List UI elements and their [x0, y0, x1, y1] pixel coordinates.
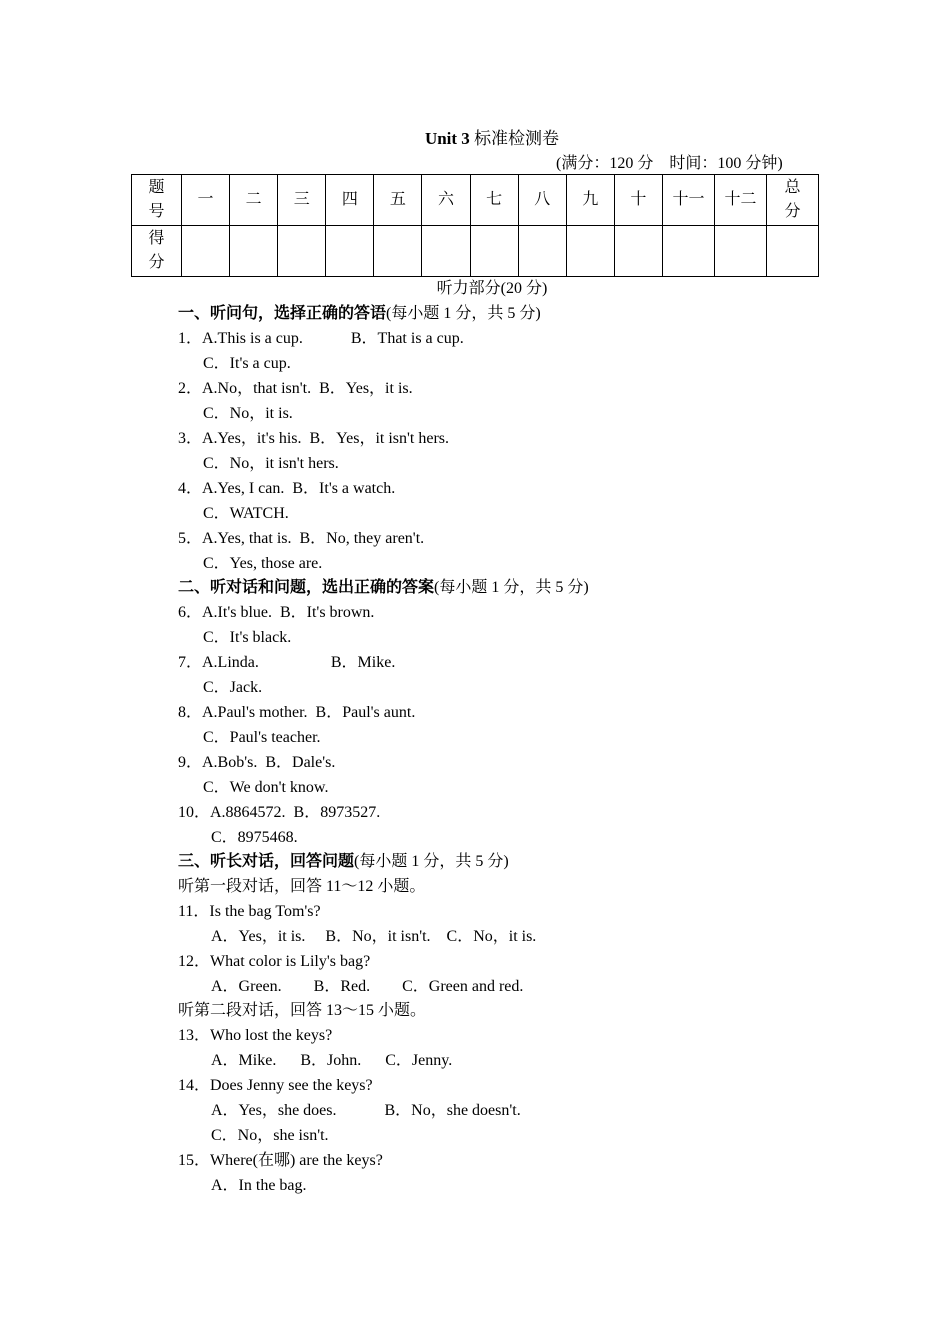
question-14: 14．Does Jenny see the keys? [178, 1077, 373, 1094]
question-4: 4．A.Yes, I can. B．It's a watch. [178, 480, 396, 497]
row-label-question-number: 题 号 [132, 175, 182, 226]
question-13: 13．Who lost the keys? [178, 1027, 333, 1044]
score-cell[interactable] [230, 226, 278, 277]
col-9: 九 [566, 175, 614, 226]
question-11-options: A．Yes，it is. B．No，it isn't. C．No，it is. [211, 928, 537, 945]
row-label-score: 得 分 [132, 226, 182, 277]
col-4: 四 [326, 175, 374, 226]
col-8: 八 [518, 175, 566, 226]
score-cell[interactable] [614, 226, 662, 277]
question-12: 12．What color is Lily's bag? [178, 953, 371, 970]
score-cell[interactable] [326, 226, 374, 277]
score-cell[interactable] [278, 226, 326, 277]
question-10-option-c: C．8975468. [211, 829, 298, 846]
title-rest: 标准检测卷 [474, 129, 560, 148]
question-3: 3．A.Yes，it's his. B．Yes，it isn't hers. [178, 430, 450, 447]
score-cell[interactable] [182, 226, 230, 277]
question-9-option-c: C．We don't know. [203, 779, 329, 796]
dialog-1-instruction: 听第一段对话，回答 11～12 小题。 [178, 878, 426, 895]
question-1: 1．A.This is a cup. B．That is a cup. [178, 330, 464, 347]
score-cell[interactable] [470, 226, 518, 277]
question-2-option-c: C．No，it is. [203, 405, 293, 422]
col-total: 总 分 [767, 175, 819, 226]
score-time-info: (满分：120 分 时间：100 分钟) [556, 155, 783, 172]
question-7: 7．A.Linda. B．Mike. [178, 654, 396, 671]
question-2: 2．A.No，that isn't. B．Yes，it is. [178, 380, 413, 397]
score-table-score-row [132, 226, 819, 277]
question-1-option-c: C．It's a cup. [203, 355, 291, 372]
question-8: 8．A.Paul's mother. B．Paul's aunt. [178, 704, 416, 721]
col-1: 一 [182, 175, 230, 226]
question-8-option-c: C．Paul's teacher. [203, 729, 321, 746]
score-cell[interactable] [518, 226, 566, 277]
col-5: 五 [374, 175, 422, 226]
dialog-2-instruction: 听第二段对话，回答 13～15 小题。 [178, 1002, 427, 1019]
question-10: 10．A.8864572. B．8973527. [178, 804, 381, 821]
section-1-heading: 一、听问句，选择正确的答语(每小题 1 分，共 5 分) [178, 305, 541, 322]
score-cell[interactable] [422, 226, 470, 277]
question-13-options: A．Mike. B．John. C．Jenny. [211, 1052, 453, 1069]
question-5-option-c: C．Yes, those are. [203, 555, 323, 572]
col-11: 十一 [663, 175, 715, 226]
question-14-options: A．Yes，she does. B．No，she doesn't. [211, 1102, 521, 1119]
question-5: 5．A.Yes, that is. B．No, they aren't. [178, 530, 425, 547]
score-table [131, 174, 819, 277]
score-cell[interactable] [715, 226, 767, 277]
score-cell[interactable] [374, 226, 422, 277]
score-table-header-row [132, 175, 819, 226]
score-cell[interactable] [566, 226, 614, 277]
col-10: 十 [614, 175, 662, 226]
title-unit: Unit 3 [424, 129, 470, 148]
score-cell[interactable] [663, 226, 715, 277]
question-9: 9．A.Bob's. B．Dale's. [178, 754, 336, 771]
question-4-option-c: C．WATCH. [203, 505, 289, 522]
question-15-options: A．In the bag. [211, 1177, 307, 1194]
score-cell-total[interactable] [767, 226, 819, 277]
question-3-option-c: C．No，it isn't hers. [203, 455, 339, 472]
question-12-options: A．Green. B．Red. C．Green and red. [211, 978, 524, 995]
section-2-heading: 二、听对话和问题，选出正确的答案(每小题 1 分，共 5 分) [178, 579, 589, 596]
col-2: 二 [230, 175, 278, 226]
col-6: 六 [422, 175, 470, 226]
question-14-option-c: C．No，she isn't. [211, 1127, 329, 1144]
listening-title: 听力部分(20 分) [436, 280, 548, 297]
question-11: 11．Is the bag Tom's? [178, 903, 321, 920]
col-3: 三 [278, 175, 326, 226]
question-15: 15．Where(在哪) are the keys? [178, 1152, 383, 1169]
col-12: 十二 [715, 175, 767, 226]
question-6: 6．A.It's blue. B．It's brown. [178, 604, 375, 621]
section-3-heading: 三、听长对话，回答问题(每小题 1 分，共 5 分) [178, 853, 509, 870]
page-title [0, 124, 950, 149]
question-7-option-c: C．Jack. [203, 679, 263, 696]
col-7: 七 [470, 175, 518, 226]
question-6-option-c: C．It's black. [203, 629, 292, 646]
